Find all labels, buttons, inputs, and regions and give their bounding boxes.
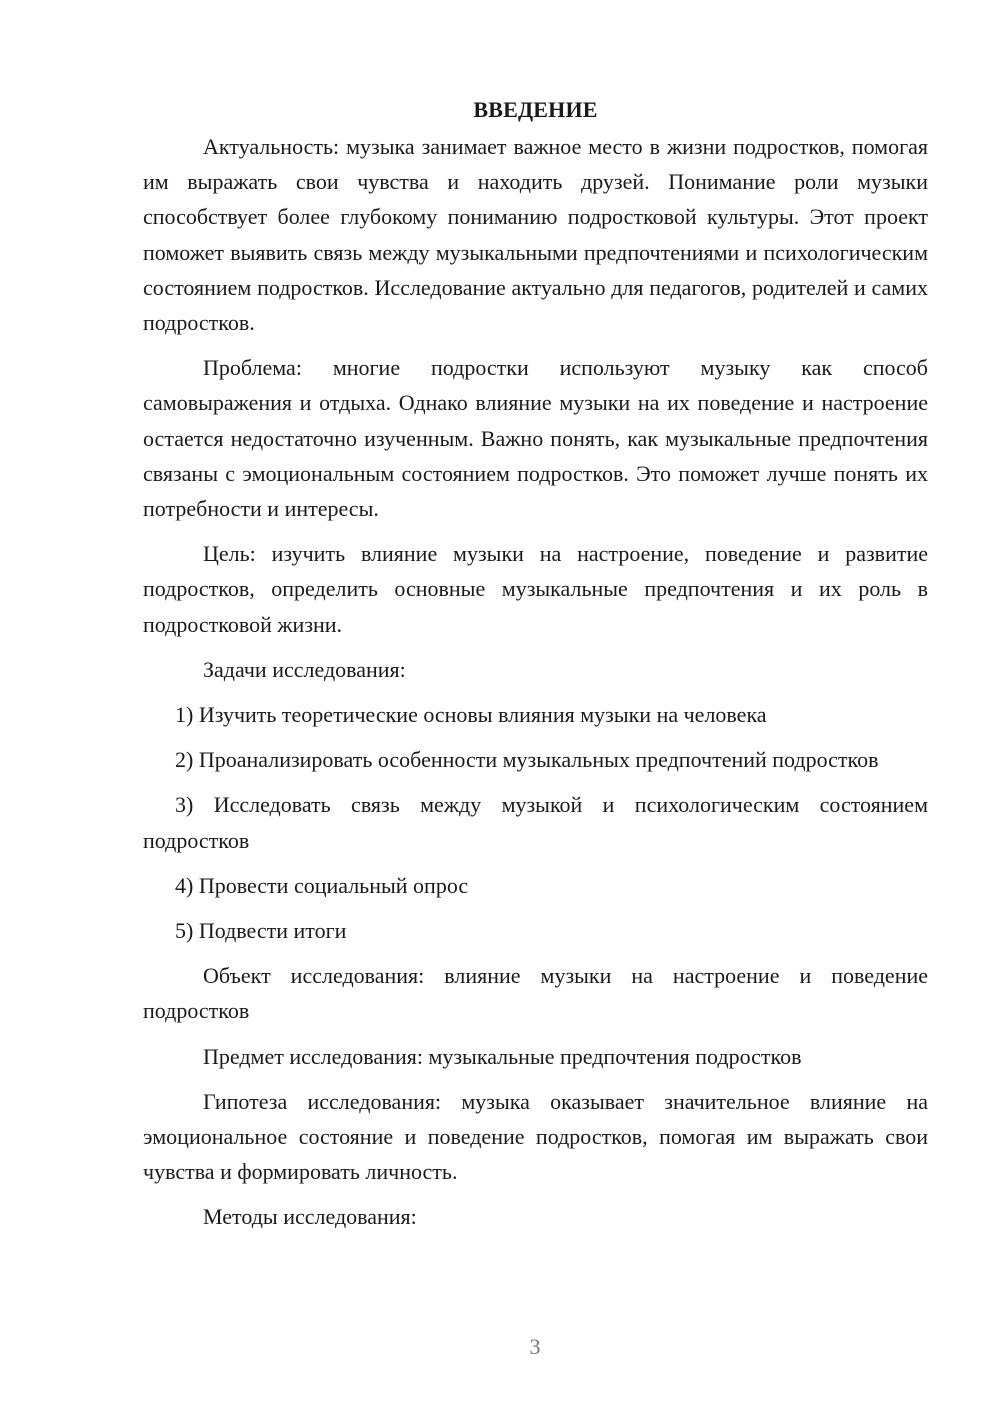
paragraph-relevance: Актуальность: музыка занимает важное место в жизни подростков, помогая им выражать свои чувства и находить друзей. Понимание роли музыки способствует более глубокому пониманию подростковой культуры. Этот проект поможет выявить связь между музыкальными предпочтениями и психологическим состоянием подростков. Исследование актуально для педагогов, родителей и самих подростков.: [143, 134, 928, 336]
task-item-4: 4) Провести социальный опрос: [175, 872, 469, 898]
task-item-3: 3) Исследовать связь между музыкой и психологическим состоянием подростков: [143, 792, 928, 853]
tasks-heading: Задачи исследования:: [203, 656, 406, 682]
page-number: 3: [529, 1334, 541, 1359]
paragraph-subject: Предмет исследования: музыкальные предпочтения подростков: [203, 1043, 802, 1069]
task-item-5: 5) Подвести итоги: [175, 918, 347, 944]
paragraph-object: Объект исследования: влияние музыки на настроение и поведение подростков: [143, 963, 928, 1024]
task-item-2: 2) Проанализировать особенности музыкальных предпочтений подростков: [175, 747, 879, 773]
paragraph-hypothesis: Гипотеза исследования: музыка оказывает значительное влияние на эмоциональное состояние и поведение подростков, помогая им выражать свои чувства и формировать личность.: [143, 1088, 928, 1185]
document-page: [143, 92, 928, 1245]
methods-heading: Методы исследования:: [203, 1204, 417, 1230]
page-title: ВВЕДЕНИЕ: [473, 97, 598, 122]
paragraph-goal: Цель: изучить влияние музыки на настроение, поведение и развитие подростков, определить основные музыкальные предпочтения и их роль в подростковой жизни.: [143, 541, 928, 637]
paragraph-problem: Проблема: многие подростки используют музыку как способ самовыражения и отдыха. Однако влияние музыки на их поведение и настроение остается недостаточно изученным. Важно понять, как музыкальные предпочтения связаны с эмоциональным состоянием подростков. Это поможет лучше понять их потребности и интересы.: [143, 355, 928, 522]
task-item-1: 1) Изучить теоретические основы влияния музыки на человека: [175, 702, 767, 728]
